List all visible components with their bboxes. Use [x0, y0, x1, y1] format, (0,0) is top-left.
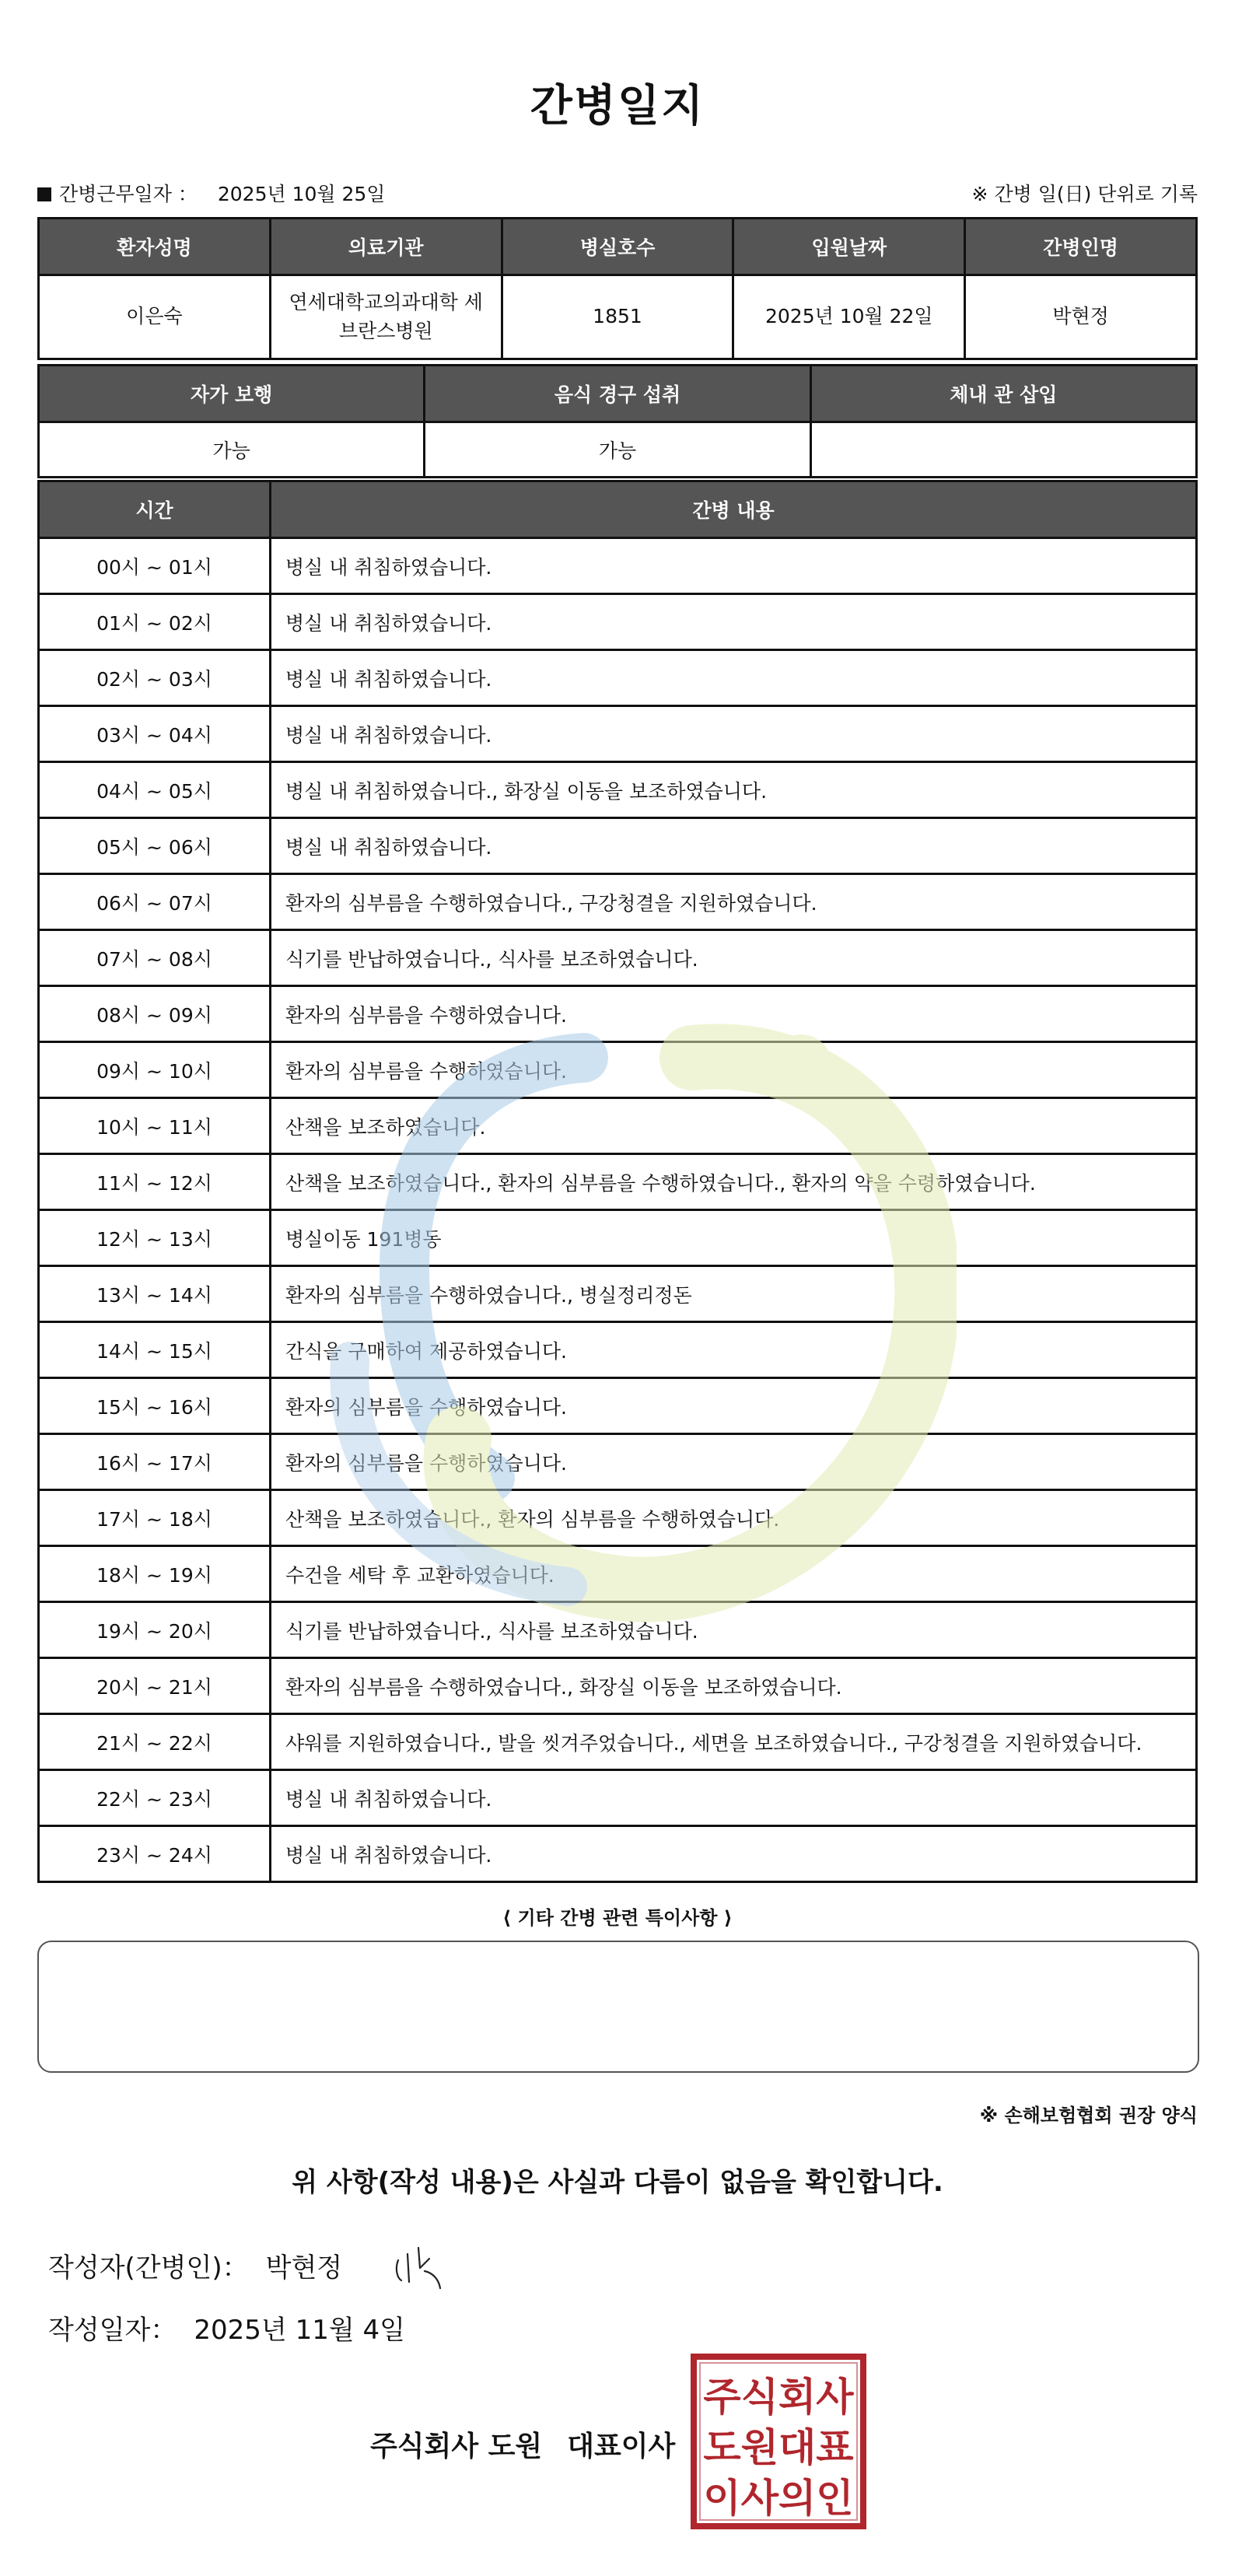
care-content-cell: 수건을 세탁 후 교환하였습니다. [271, 1546, 1197, 1602]
time-cell: 19시 ~ 20시 [39, 1602, 271, 1658]
header-caregiver-name: 간병인명 [965, 219, 1197, 275]
care-content-cell: 병실 내 취침하였습니다. [271, 1826, 1197, 1882]
header-patient-name: 환자성명 [39, 219, 271, 275]
table-row [39, 874, 1197, 930]
company-seal [689, 2352, 868, 2531]
tube-insertion-value [810, 422, 1196, 478]
care-content-cell: 환자의 심부름을 수행하였습니다. [271, 1378, 1197, 1434]
time-cell: 21시 ~ 22시 [39, 1714, 271, 1770]
time-cell: 03시 ~ 04시 [39, 706, 271, 762]
svg-text:이사의인: 이사의인 [703, 2476, 854, 2521]
table-row [39, 1770, 1197, 1826]
table-row [39, 1826, 1197, 1882]
table-row [39, 538, 1197, 594]
care-content-cell: 환자의 심부름을 수행하였습니다. [271, 986, 1197, 1042]
table-row [39, 594, 1197, 650]
table-row [39, 1434, 1197, 1490]
patient-info-table [37, 217, 1198, 360]
care-content-cell: 병실이동 191병동 [271, 1210, 1197, 1266]
time-cell: 16시 ~ 17시 [39, 1434, 271, 1490]
care-content-cell: 병실 내 취침하였습니다. [271, 650, 1197, 706]
care-content-cell: 병실 내 취침하였습니다. [271, 538, 1197, 594]
care-content-cell: 산책을 보조하였습니다., 환자의 심부름을 수행하였습니다., 환자의 약을 수령하였습니다. [271, 1154, 1197, 1210]
company-line [370, 2424, 675, 2464]
writer-name: 박현정 [265, 2252, 343, 2284]
confirmation-statement: 위 사항(작성 내용)은 사실과 다름이 없음을 확인합니다. [292, 2167, 943, 2198]
page-title: 간병일지 [530, 81, 705, 131]
table-row [39, 1042, 1197, 1098]
patient-name: 이은숙 [39, 275, 271, 359]
care-content-cell: 산책을 보조하였습니다. [271, 1098, 1197, 1154]
form-source-note: ※ 손해보험협회 권장 양식 [979, 2105, 1198, 2126]
written-date-line [48, 2308, 405, 2347]
written-date-value: 2025년 11월 4일 [194, 2315, 405, 2346]
header-self-walking: 자가 보행 [39, 366, 425, 422]
header-oral-intake: 음식 경구 섭취 [425, 366, 810, 422]
care-content-cell: 환자의 심부름을 수행하였습니다., 구강청결을 지원하였습니다. [271, 874, 1197, 930]
table-row [39, 1714, 1197, 1770]
handwritten-signature [389, 2237, 467, 2291]
time-cell: 17시 ~ 18시 [39, 1490, 271, 1546]
header-room-number: 병실호수 [502, 219, 733, 275]
care-content-cell: 병실 내 취침하였습니다., 화장실 이동을 보조하였습니다. [271, 762, 1197, 818]
time-cell: 15시 ~ 16시 [39, 1378, 271, 1434]
care-content-cell: 병실 내 취침하였습니다. [271, 594, 1197, 650]
time-cell: 13시 ~ 14시 [39, 1266, 271, 1322]
time-cell: 23시 ~ 24시 [39, 1826, 271, 1882]
care-content-cell: 환자의 심부름을 수행하였습니다. [271, 1434, 1197, 1490]
care-content-cell: 간식을 구매하여 제공하였습니다. [271, 1322, 1197, 1378]
care-log-table [37, 480, 1198, 1883]
writer-label: 작성자(간병인)： [48, 2252, 249, 2284]
time-cell: 00시 ~ 01시 [39, 538, 271, 594]
self-walking-value: 가능 [39, 422, 425, 478]
table-row [39, 1490, 1197, 1546]
care-content-cell: 병실 내 취침하였습니다. [271, 706, 1197, 762]
table-row [39, 930, 1197, 986]
table-row [39, 1658, 1197, 1714]
table-row [39, 1378, 1197, 1434]
time-cell: 09시 ~ 10시 [39, 1042, 271, 1098]
room-number: 1851 [502, 275, 733, 359]
notes-box [37, 1941, 1199, 2073]
admission-date: 2025년 10월 22일 [733, 275, 965, 359]
time-cell: 22시 ~ 23시 [39, 1770, 271, 1826]
company-title: 대표이사 [567, 2431, 676, 2462]
header-admission-date: 입원날짜 [733, 219, 965, 275]
time-cell: 14시 ~ 15시 [39, 1322, 271, 1378]
work-date-line [37, 179, 385, 207]
table-row [39, 1266, 1197, 1322]
table-row [39, 1098, 1197, 1154]
care-content-cell: 샤워를 지원하였습니다., 발을 씻겨주었습니다., 세면을 보조하였습니다., 구강청결을 지원하였습니다. [271, 1714, 1197, 1770]
time-cell: 12시 ~ 13시 [39, 1210, 271, 1266]
oral-intake-value: 가능 [425, 422, 810, 478]
time-cell: 04시 ~ 05시 [39, 762, 271, 818]
unit-note: ※ 간병 일(日) 단위로 기록 [971, 183, 1198, 205]
time-cell: 20시 ~ 21시 [39, 1658, 271, 1714]
table-row [39, 1154, 1197, 1210]
care-content-cell: 식기를 반납하였습니다., 식사를 보조하였습니다. [271, 1602, 1197, 1658]
caregiver-name: 박현정 [965, 275, 1197, 359]
time-cell: 18시 ~ 19시 [39, 1546, 271, 1602]
care-content-cell: 병실 내 취침하였습니다. [271, 818, 1197, 874]
written-date-label: 작성일자： [48, 2315, 177, 2346]
table-row [39, 1546, 1197, 1602]
company-name: 주식회사 도원 [370, 2431, 543, 2462]
care-content-cell: 식기를 반납하였습니다., 식사를 보조하였습니다. [271, 930, 1197, 986]
time-cell: 02시 ~ 03시 [39, 650, 271, 706]
time-cell: 10시 ~ 11시 [39, 1098, 271, 1154]
patient-status-table [37, 364, 1198, 478]
svg-text:주식회사: 주식회사 [703, 2375, 854, 2420]
writer-line [48, 2246, 342, 2284]
table-row [39, 1602, 1197, 1658]
time-cell: 06시 ~ 07시 [39, 874, 271, 930]
time-cell: 08시 ~ 09시 [39, 986, 271, 1042]
table-row [39, 762, 1197, 818]
care-content-cell: 산책을 보조하였습니다., 환자의 심부름을 수행하였습니다. [271, 1490, 1197, 1546]
work-date-label: 간병근무일자 ： [59, 183, 198, 205]
table-row [39, 1322, 1197, 1378]
hospital-name: 연세대학교의과대학 세브란스병원 [270, 275, 502, 359]
header-care-content: 간병 내용 [271, 481, 1197, 538]
notes-title: ⟨ 기타 간병 관련 특이사항 ⟩ [502, 1907, 733, 1929]
care-content-cell: 병실 내 취침하였습니다. [271, 1770, 1197, 1826]
time-cell: 11시 ~ 12시 [39, 1154, 271, 1210]
time-cell: 05시 ~ 06시 [39, 818, 271, 874]
care-content-cell: 환자의 심부름을 수행하였습니다., 병실정리정돈 [271, 1266, 1197, 1322]
square-bullet-icon [37, 187, 51, 201]
header-tube-insertion: 체내 관 삽입 [810, 366, 1196, 422]
table-row [39, 818, 1197, 874]
care-content-cell: 환자의 심부름을 수행하였습니다. [271, 1042, 1197, 1098]
header-time: 시간 [39, 481, 271, 538]
time-cell: 01시 ~ 02시 [39, 594, 271, 650]
table-row [39, 650, 1197, 706]
table-row [39, 986, 1197, 1042]
time-cell: 07시 ~ 08시 [39, 930, 271, 986]
svg-text:도원대표: 도원대표 [703, 2425, 854, 2470]
table-row [39, 1210, 1197, 1266]
header-hospital: 의료기관 [270, 219, 502, 275]
care-content-cell: 환자의 심부름을 수행하였습니다., 화장실 이동을 보조하였습니다. [271, 1658, 1197, 1714]
table-row [39, 706, 1197, 762]
work-date-value: 2025년 10월 25일 [217, 183, 386, 205]
